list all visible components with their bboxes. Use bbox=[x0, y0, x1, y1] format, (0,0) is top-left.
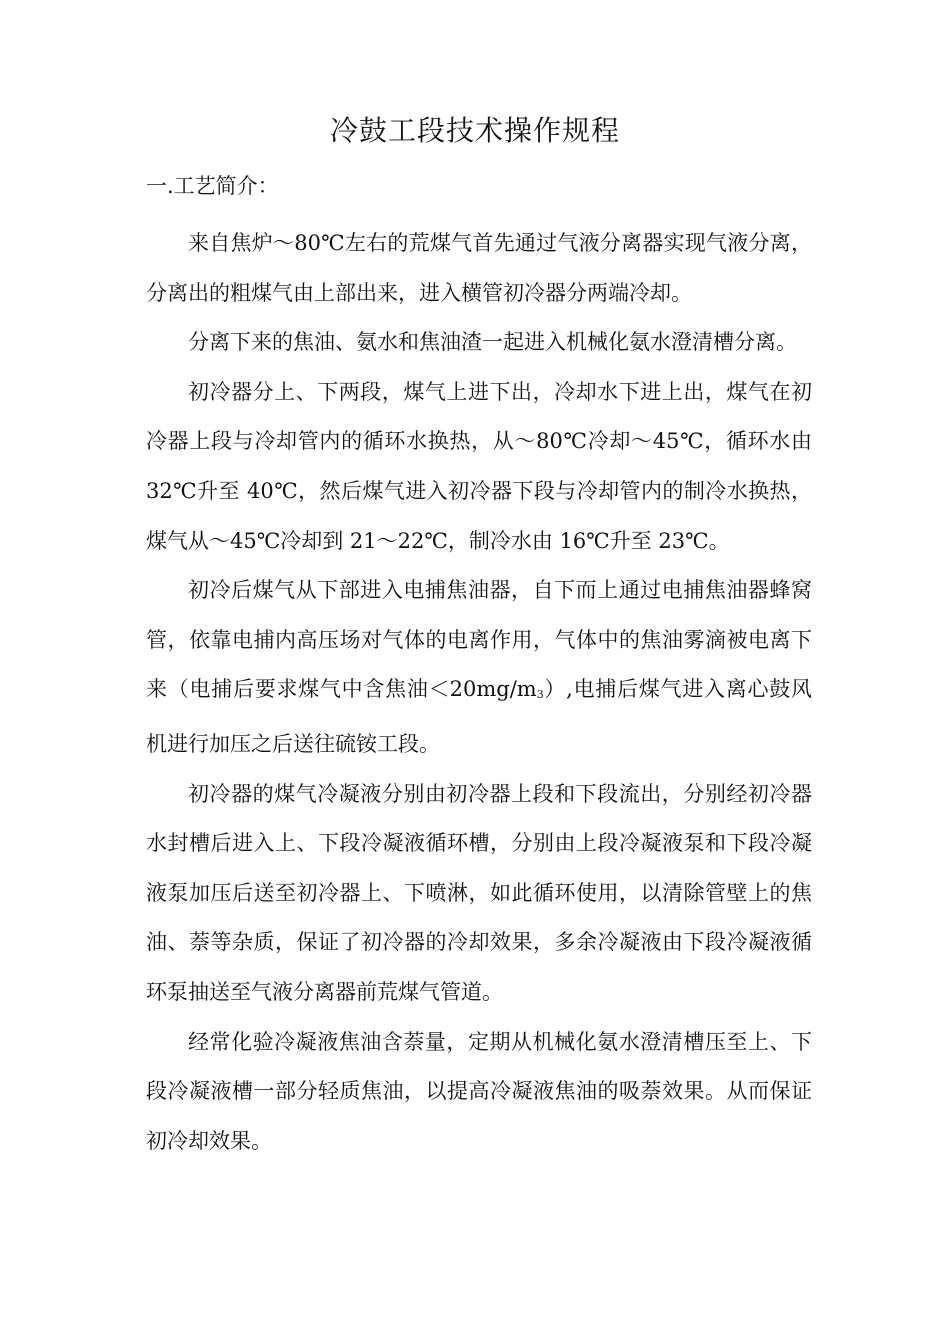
paragraph-4-text-before: 初冷后煤气从下部进入电捕焦油器，自下而上通过电捕焦油器蜂窝管，依靠电捕内高压场对气体的电离作用，气体中的焦油雾滴被电离下来（电捕后要求煤气中含焦油＜20mg/m bbox=[146, 578, 812, 702]
paragraph-1: 来自焦炉～80℃左右的荒煤气首先通过气液分离器实现气液分离，分离出的粗煤气由上部出来，进入横管初冷器分两端冷却。 bbox=[146, 231, 812, 305]
paragraph-4-text-after: ）,电捕后煤气进入离心鼓风机进行加压之后送往硫铵工段。 bbox=[146, 677, 812, 756]
document-body bbox=[146, 219, 812, 1166]
paragraph-2: 分离下来的焦油、氨水和焦油渣一起进入机械化氨水澄清槽分离。 bbox=[188, 330, 797, 355]
section-heading: 一.工艺简介： bbox=[146, 174, 279, 198]
paragraph-3: 初冷器分上、下两段，煤气上进下出，冷却水下进上出，煤气在初冷器上段与冷却管内的循环水换热，从～80℃冷却～45℃，循环水由 32℃升至 40℃，然后煤气进入初冷器下段与冷却管内的制冷水换热，煤气从～45℃冷却到 21～22℃，制冷水由 16℃升至 23℃。 bbox=[146, 379, 812, 553]
document-title: 冷鼓工段技术操作规程 bbox=[329, 114, 620, 147]
paragraph-5: 初冷器的煤气冷凝液分别由初冷器上段和下段流出，分别经初冷器水封槽后进入上、下段冷凝液循环槽，分别由上段冷凝液泵和下段冷凝液泵加压后送至初冷器上、下喷淋，如此循环使用，以清除管壁上的焦油、萘等杂质，保证了初冷器的冷却效果，多余冷凝液由下段冷凝液循环泵抽送至气液分离器前荒煤气管道。 bbox=[146, 781, 812, 1004]
paragraph-4 bbox=[146, 566, 812, 769]
unit-subscript: 3 bbox=[536, 688, 544, 702]
paragraph-6: 经常化验冷凝液焦油含萘量，定期从机械化氨水澄清槽压至上、下段冷凝液槽一部分轻质焦油，以提高冷凝液焦油的吸萘效果。从而保证初冷却效果。 bbox=[146, 1029, 812, 1153]
